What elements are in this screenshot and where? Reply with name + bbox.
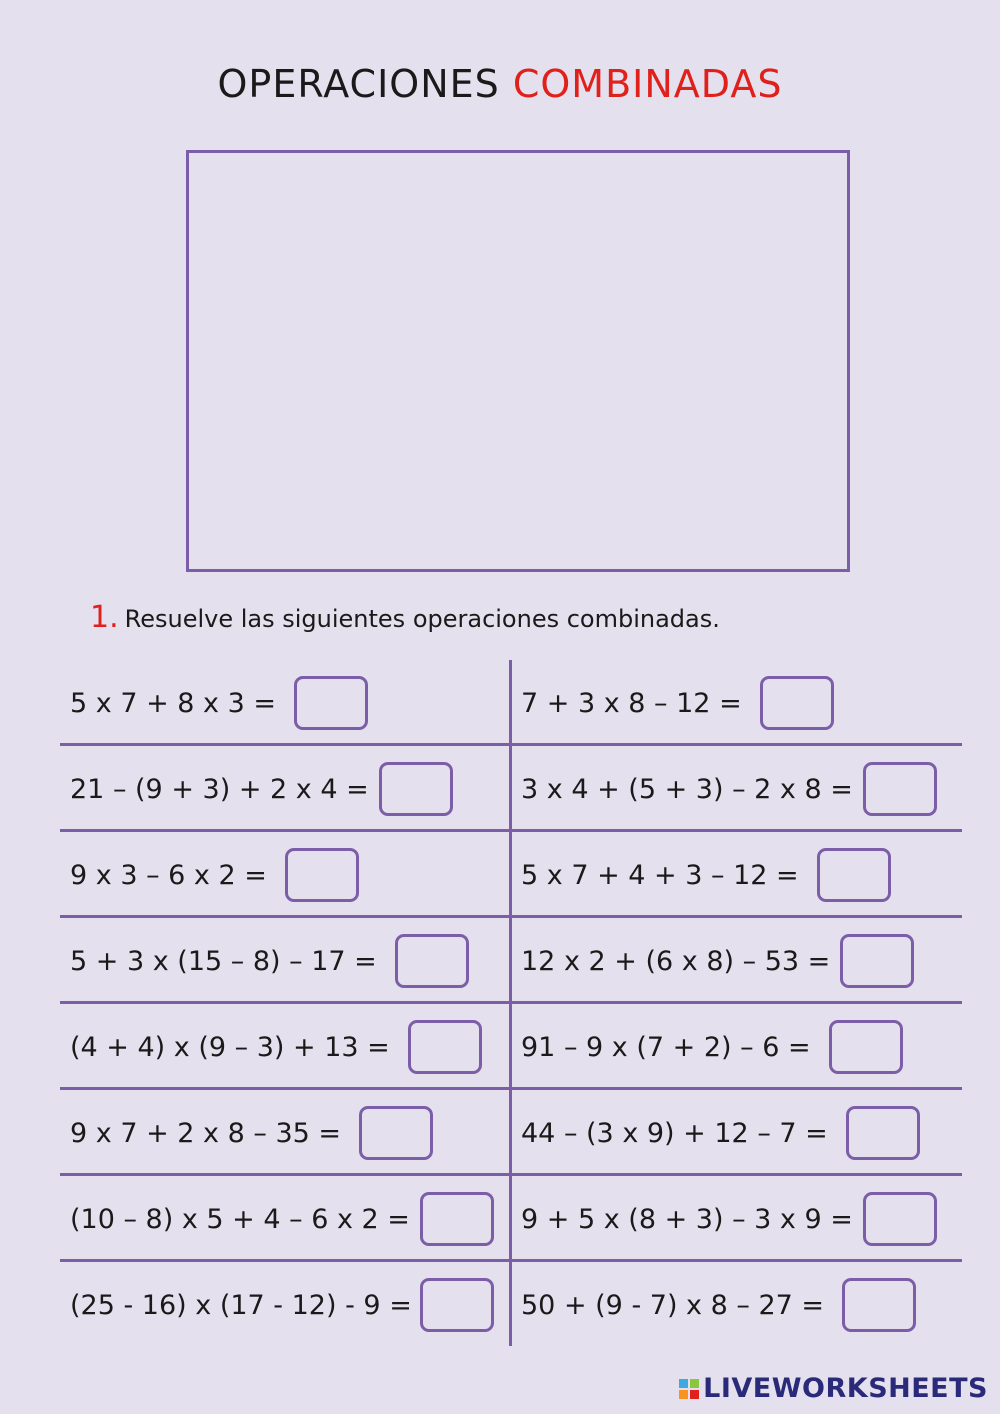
exercise-left-4 (70, 918, 500, 1004)
exercise-expression: (10 – 8) x 5 + 4 – 6 x 2 = (70, 1203, 410, 1235)
exercise-right-5 (521, 1004, 961, 1090)
exercise-right-1 (521, 660, 961, 746)
answer-input[interactable] (829, 1020, 903, 1074)
exercise-left-2 (70, 746, 500, 832)
logo-text: LIVEWORKSHEETS (703, 1373, 988, 1404)
exercise-expression: 12 x 2 + (6 x 8) – 53 = (521, 945, 831, 977)
exercise-expression: 5 x 7 + 4 + 3 – 12 = (521, 859, 799, 891)
exercise-expression: 44 – (3 x 9) + 12 – 7 = (521, 1117, 828, 1149)
logo-icon (679, 1379, 699, 1399)
exercise-expression: (4 + 4) x (9 – 3) + 13 = (70, 1031, 390, 1063)
exercise-left-1 (70, 660, 500, 746)
answer-input[interactable] (760, 676, 834, 730)
exercise-expression: 7 + 3 x 8 – 12 = (521, 687, 742, 719)
answer-input[interactable] (846, 1106, 920, 1160)
exercise-right-2 (521, 746, 961, 832)
answer-input[interactable] (294, 676, 368, 730)
instruction-text: Resuelve las siguientes operaciones combinadas. (124, 605, 720, 633)
answer-input[interactable] (395, 934, 469, 988)
instruction-number: 1. (90, 600, 119, 635)
answer-input[interactable] (842, 1278, 916, 1332)
exercise-expression: 21 – (9 + 3) + 2 x 4 = (70, 773, 369, 805)
exercise-expression: 9 x 3 – 6 x 2 = (70, 859, 267, 891)
exercise-left-5 (70, 1004, 500, 1090)
exercise-expression: 9 x 7 + 2 x 8 – 35 = (70, 1117, 342, 1149)
answer-input[interactable] (817, 848, 891, 902)
exercise-expression: 50 + (9 - 7) x 8 – 27 = (521, 1289, 825, 1321)
exercise-left-6 (70, 1090, 500, 1176)
exercise-grid (60, 660, 962, 1346)
exercise-right-8 (521, 1262, 961, 1348)
answer-input[interactable] (420, 1192, 494, 1246)
answer-input[interactable] (863, 1192, 937, 1246)
answer-input[interactable] (359, 1106, 433, 1160)
answer-input[interactable] (420, 1278, 494, 1332)
exercise-right-6 (521, 1090, 961, 1176)
liveworksheets-logo (679, 1373, 988, 1404)
exercise-expression: 91 – 9 x (7 + 2) – 6 = (521, 1031, 811, 1063)
answer-input[interactable] (863, 762, 937, 816)
title-part-2: COMBINADAS (512, 62, 783, 106)
exercise-expression: (25 - 16) x (17 - 12) - 9 = (70, 1289, 412, 1321)
exercise-right-7 (521, 1176, 961, 1262)
exercise-expression: 3 x 4 + (5 + 3) – 2 x 8 = (521, 773, 853, 805)
image-placeholder-box (186, 150, 850, 572)
page-title (0, 62, 1000, 106)
exercise-right-4 (521, 918, 961, 1004)
answer-input[interactable] (379, 762, 453, 816)
exercise-left-7 (70, 1176, 500, 1262)
exercise-expression: 9 + 5 x (8 + 3) – 3 x 9 = (521, 1203, 853, 1235)
exercise-left-3 (70, 832, 500, 918)
exercise-right-3 (521, 832, 961, 918)
instruction (90, 600, 720, 635)
answer-input[interactable] (840, 934, 914, 988)
answer-input[interactable] (408, 1020, 482, 1074)
title-part-1: OPERACIONES (217, 62, 500, 106)
exercise-expression: 5 x 7 + 8 x 3 = (70, 687, 276, 719)
exercise-expression: 5 + 3 x (15 – 8) – 17 = (70, 945, 377, 977)
exercise-left-8 (70, 1262, 500, 1348)
answer-input[interactable] (285, 848, 359, 902)
